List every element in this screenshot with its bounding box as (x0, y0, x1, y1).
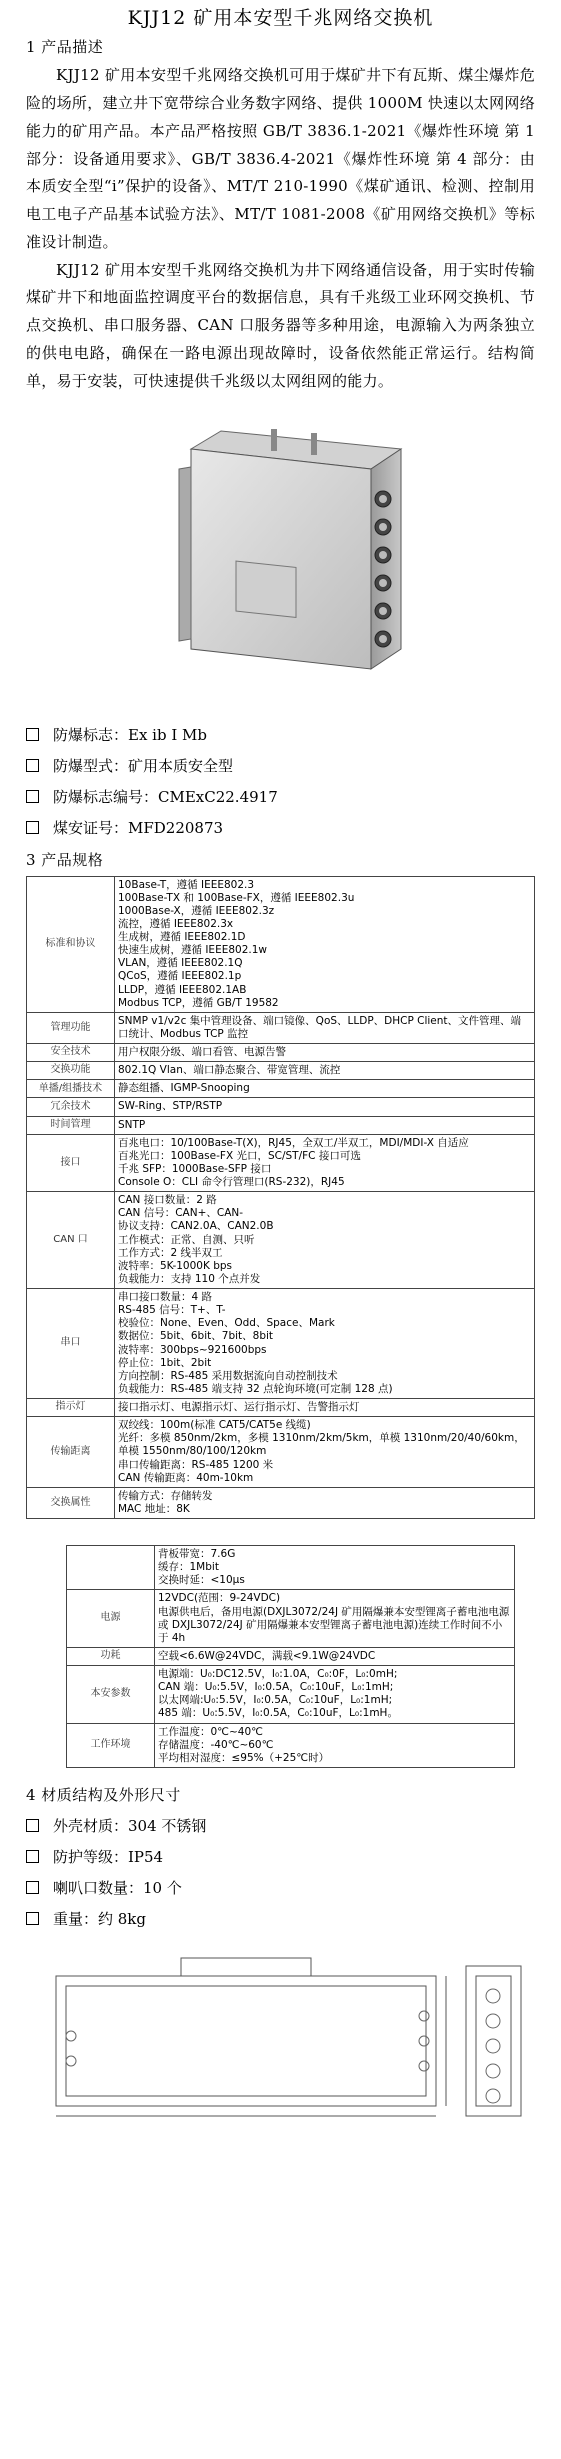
spec-value (115, 1487, 535, 1518)
section-heading-specs: 3 产品规格 (26, 851, 104, 870)
spec-key (67, 1546, 155, 1590)
material-item: 外壳材质：304 不锈钢 (26, 1810, 535, 1841)
spec-value (115, 1116, 535, 1134)
spec-value-line: CAN 端：U₀:5.5V，I₀:0.5A，C₀:10uF，L₀:1mH; (158, 1681, 394, 1694)
checkbox-icon (26, 1850, 39, 1863)
spec-value-line: 10Base-T，遵循 IEEE802.3 (118, 878, 255, 891)
spec-value-line: 光纤：多模 850nm/2km，多模 1310nm/2km/5km，单模 1310nm/20/40/60km，单模 1550nm/80/100/120km (118, 1432, 525, 1458)
description-paragraph-2: KJJ12 矿用本安型千兆网络交换机为井下网络通信设备，用于实时传输煤矿井下和地面监控调度平台的数据信息，具有千兆级工业环网交换机、节点交换机、串口服务器、CAN 口服务器等多种用途，电源输入为两条独立的供电电路，确保在一路电源出现故障时，设备依然能正常运行。结构简单，易于安装，可快速提供千兆级以太网组网的能力。 (26, 260, 535, 390)
spec-value (115, 1399, 535, 1417)
spec-value-line: 负载能力：RS-485 端支持 32 点轮询环境(可定制 128 点) (118, 1382, 393, 1395)
certification-list (26, 719, 535, 843)
checkbox-icon (26, 1881, 39, 1894)
spec-value (155, 1546, 515, 1590)
spec-value (115, 1080, 535, 1098)
spec-key: 接口 (27, 1134, 115, 1192)
spec-value-line: LLDP，遵循 IEEE802.1AB (118, 983, 247, 996)
spec-value-line: 工作温度：0℃~40℃ (158, 1725, 263, 1738)
checkbox-icon (26, 759, 39, 772)
spec-value-line: 平均相对湿度：≤95%（+25℃时） (158, 1751, 330, 1764)
spec-value-line: RS-485 信号：T+、T- (118, 1304, 226, 1317)
spec-value-line: 协议支持：CAN2.0A、CAN2.0B (118, 1220, 274, 1233)
spec-key: 冗余技术 (27, 1098, 115, 1116)
spec-row (27, 1487, 535, 1518)
spec-value-line: 传输方式：存储转发 (118, 1489, 213, 1502)
spec-value (115, 1044, 535, 1062)
spec-key: 工作环境 (67, 1723, 155, 1767)
spec-value-line: 校验位：None、Even、Odd、Space、Mark (118, 1317, 335, 1330)
description-paragraph-1: KJJ12 矿用本安型千兆网络交换机可用于煤矿井下有瓦斯、煤尘爆炸危险的场所，建立井下宽带综合业务数字网络、提供 1000M 快速以太网网络能力的矿用产品。本产品严格按照 GB/T 3836.1-2021《爆炸性环境 第 1 部分：设备通用要求》、GB/T 3836.4-2021《爆炸性环境 第 4 部分：由本质安全型“i”保护的设备》、MT/T 210-1990《煤矿通讯、检测、控制用电工电子产品基本试验方法》、MT/T 1081-2008《矿用网络交换机》等标准设计制造。 (26, 66, 535, 251)
spec-key: 单播/组播技术 (27, 1080, 115, 1098)
spec-value-line: CAN 传输距离：40m-10km (118, 1471, 254, 1484)
spec-value (115, 1289, 535, 1399)
spec-key: 传输距离 (27, 1417, 115, 1488)
spec-key: 功耗 (67, 1647, 155, 1665)
spec-value-line: QCoS，遵循 IEEE802.1p (118, 970, 242, 983)
spec-value-line: SNTP (118, 1118, 146, 1131)
spec-value-line: 电源供电后，备用电源(DXJL3072/24J 矿用隔爆兼本安型锂离子蓄电池电源或 DXJL3072/24J 矿用隔爆兼本安型锂离子蓄电池电源)连续工作时间不小于 4h (158, 1605, 510, 1644)
spec-row (27, 1192, 535, 1289)
spec-value-line: CAN 信号：CAN+、CAN- (118, 1207, 244, 1220)
spec-row (27, 1116, 535, 1134)
spec-value (115, 1192, 535, 1289)
spec-value (115, 1417, 535, 1488)
spec-value-line: 12VDC(范围：9-24VDC) (158, 1592, 281, 1605)
spec-value (155, 1666, 515, 1724)
spec-value (155, 1590, 515, 1648)
spec-key: 指示灯 (27, 1399, 115, 1417)
spec-value-line: 百兆光口：100Base-FX 光口，SC/ST/FC 接口可选 (118, 1149, 361, 1162)
spec-row (67, 1590, 515, 1648)
spec-row (27, 1289, 535, 1399)
spec-value-line: 双绞线：100m(标准 CAT5/CAT5e 线缆) (118, 1419, 311, 1432)
spec-value-line: 波特率：300bps~921600bps (118, 1343, 267, 1356)
checkbox-icon (26, 728, 39, 741)
spec-row (27, 1399, 535, 1417)
spec-row (27, 1044, 535, 1062)
spec-row (27, 1134, 535, 1192)
spec-value-line: 流控，遵循 IEEE802.3x (118, 917, 234, 930)
spec-value-line: 1000Base-X，遵循 IEEE802.3z (118, 904, 275, 917)
switch-enclosure-illustration (121, 409, 441, 709)
spec-key: 本安参数 (67, 1666, 155, 1724)
spec-value (115, 1012, 535, 1043)
spec-value-line: 静态组播、IGMP-Snooping (118, 1082, 250, 1095)
cert-item: 防爆型式：矿用本质安全型 (26, 750, 535, 781)
spec-value-line: Console O：CLI 命令行管理口(RS-232)，RJ45 (118, 1176, 345, 1188)
spec-value-line: SNMP v1/v2c 集中管理设备、端口镜像、QoS、LLDP、DHCP Client、文件管理、端口统计、Modbus TCP 监控 (118, 1014, 522, 1040)
spec-key: 标准和协议 (27, 876, 115, 1012)
spec-row (27, 1012, 535, 1043)
spec-table-continued (66, 1545, 515, 1768)
spec-key: 交换属性 (27, 1487, 115, 1518)
material-item: 喇叭口数量：10 个 (26, 1872, 535, 1903)
spec-row (67, 1723, 515, 1767)
spec-value-line: 接口指示灯、电源指示灯、运行指示灯、告警指示灯 (118, 1401, 360, 1413)
spec-value-line: 交换时延：<10μs (158, 1574, 245, 1587)
material-list (26, 1810, 535, 1934)
spec-value-line: 停止位：1bit、2bit (118, 1356, 212, 1369)
page-title: KJJ12 矿用本安型千兆网络交换机 (127, 7, 434, 29)
spec-row (67, 1666, 515, 1724)
spec-value-line: VLAN，遵循 IEEE802.1Q (118, 957, 243, 970)
spec-value-line: 串口接口数量：4 路 (118, 1291, 213, 1303)
cert-item: 煤安证号：MFD220873 (26, 812, 535, 843)
product-image (26, 409, 535, 709)
checkbox-icon (26, 790, 39, 803)
spec-key: 交换功能 (27, 1062, 115, 1080)
spec-value-line: Modbus TCP，遵循 GB/T 19582 (118, 996, 279, 1009)
spec-key: 管理功能 (27, 1012, 115, 1043)
spec-value-line: 快速生成树，遵循 IEEE802.1w (118, 944, 267, 957)
spec-table (26, 876, 535, 1520)
spec-key: 时间管理 (27, 1116, 115, 1134)
cert-item: 防爆标志编号：CMExC22.4917 (26, 781, 535, 812)
spec-value-line: 负载能力：支持 110 个点并发 (118, 1272, 261, 1285)
spec-value-line: 缓存：1Mbit (158, 1561, 219, 1574)
checkbox-icon (26, 821, 39, 834)
spec-row (67, 1647, 515, 1665)
section-heading-material: 4 材质结构及外形尺寸 (26, 1785, 181, 1804)
spec-row (27, 1417, 535, 1488)
spec-value-line: 工作方式：2 线半双工 (118, 1246, 223, 1259)
spec-key: 安全技术 (27, 1044, 115, 1062)
material-item: 防护等级：IP54 (26, 1841, 535, 1872)
cert-item: 防爆标志：Ex ib Ⅰ Mb (26, 719, 535, 750)
spec-value-line: MAC 地址：8K (118, 1502, 190, 1515)
spec-key: CAN 口 (27, 1192, 115, 1289)
spec-value-line: SW-Ring、STP/RSTP (118, 1100, 223, 1113)
spec-value-line: 用户权限分级、端口看管、电源告警 (118, 1046, 286, 1058)
spec-value-line: 空载<6.6W@24VDC，满载<9.1W@24VDC (158, 1649, 376, 1662)
spec-value (115, 1098, 535, 1116)
spec-key: 电源 (67, 1590, 155, 1648)
spec-value-line: 存储温度：-40℃~60℃ (158, 1738, 274, 1751)
material-item: 重量：约 8kg (26, 1903, 535, 1934)
spec-value-line: 串口传输距离：RS-485 1200 米 (118, 1458, 274, 1471)
spec-row (67, 1546, 515, 1590)
spec-value-line: 波特率：5K-1000K bps (118, 1259, 232, 1272)
spec-value-line: 工作模式：正常、自测、只听 (118, 1233, 255, 1246)
section-heading-description: 1 产品描述 (26, 38, 104, 56)
checkbox-icon (26, 1912, 39, 1925)
spec-value (115, 1062, 535, 1080)
spec-value-line: 数据位：5bit、6bit、7bit、8bit (118, 1330, 274, 1343)
spec-value-line: 千兆 SFP：1000Base-SFP 接口 (118, 1162, 272, 1175)
spec-value (115, 1134, 535, 1192)
spec-key: 串口 (27, 1289, 115, 1399)
spec-value-line: 百兆电口：10/100Base-T(X)，RJ45，全双工/半双工，MDI/MDI-X 自适应 (118, 1136, 469, 1149)
spec-row (27, 1080, 535, 1098)
checkbox-icon (26, 1819, 39, 1832)
spec-value (155, 1723, 515, 1767)
spec-value-line: 生成树，遵循 IEEE802.1D (118, 931, 246, 943)
spec-value-line: 方向控制：RS-485 采用数据流向自动控制技术 (118, 1369, 338, 1382)
spec-value-line: 485 端：U₀:5.5V，I₀:0.5A，C₀:10uF，L₀:1mH。 (158, 1707, 398, 1720)
spec-value-line: 100Base-TX 和 100Base-FX，遵循 IEEE802.3u (118, 891, 355, 904)
dimension-drawing (26, 1946, 535, 2134)
spec-row (27, 1062, 535, 1080)
spec-value-line: CAN 接口数量：2 路 (118, 1194, 217, 1207)
spec-value-line: 802.1Q Vlan、端口静态聚合、带宽管理、流控 (118, 1064, 341, 1077)
spec-row (27, 1098, 535, 1116)
spec-row (27, 876, 535, 1012)
spec-value (115, 876, 535, 1012)
spec-value (155, 1647, 515, 1665)
spec-value-line: 电源端：U₀:DC12.5V，I₀:1.0A，C₀:0F，L₀:0mH; (158, 1668, 398, 1680)
spec-value-line: 以太网端:U₀:5.5V，I₀:0.5A，C₀:10uF，L₀:1mH; (158, 1694, 393, 1707)
spec-value-line: 背板带宽：7.6G (158, 1548, 236, 1560)
